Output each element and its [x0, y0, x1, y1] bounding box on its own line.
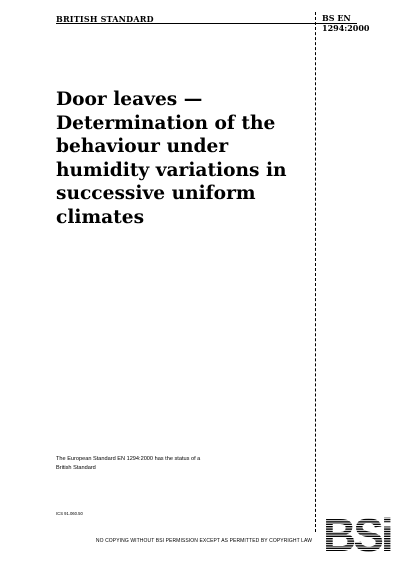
title-line: climates [56, 206, 145, 228]
title-line: Determination of the [56, 112, 276, 134]
header-rule [56, 23, 357, 24]
status-note-line-1: The European Standard EN 1294:2000 has the status of a [56, 456, 201, 462]
title-line: humidity variations in [56, 159, 287, 181]
title-line: successive uniform [56, 183, 256, 204]
status-note-line-2: British Standard [56, 465, 96, 471]
document-title [56, 88, 306, 229]
margin-divider [315, 12, 316, 532]
copyright-notice: NO COPYING WITHOUT BSI PERMISSION EXCEPT AS PERMITTED BY COPYRIGHT LAW [95, 538, 313, 544]
standard-number [322, 13, 369, 33]
bsi-logo [322, 514, 408, 554]
ics-code: ICS 91.060.50 [56, 511, 83, 516]
title-line: Door leaves — [56, 89, 203, 110]
standard-number-line-1: BS EN [322, 13, 351, 23]
status-note [56, 455, 306, 473]
title-line: behaviour under [56, 136, 229, 157]
standard-type-label: BRITISH STANDARD [56, 14, 154, 24]
standard-number-line-2: 1294:2000 [322, 23, 370, 33]
